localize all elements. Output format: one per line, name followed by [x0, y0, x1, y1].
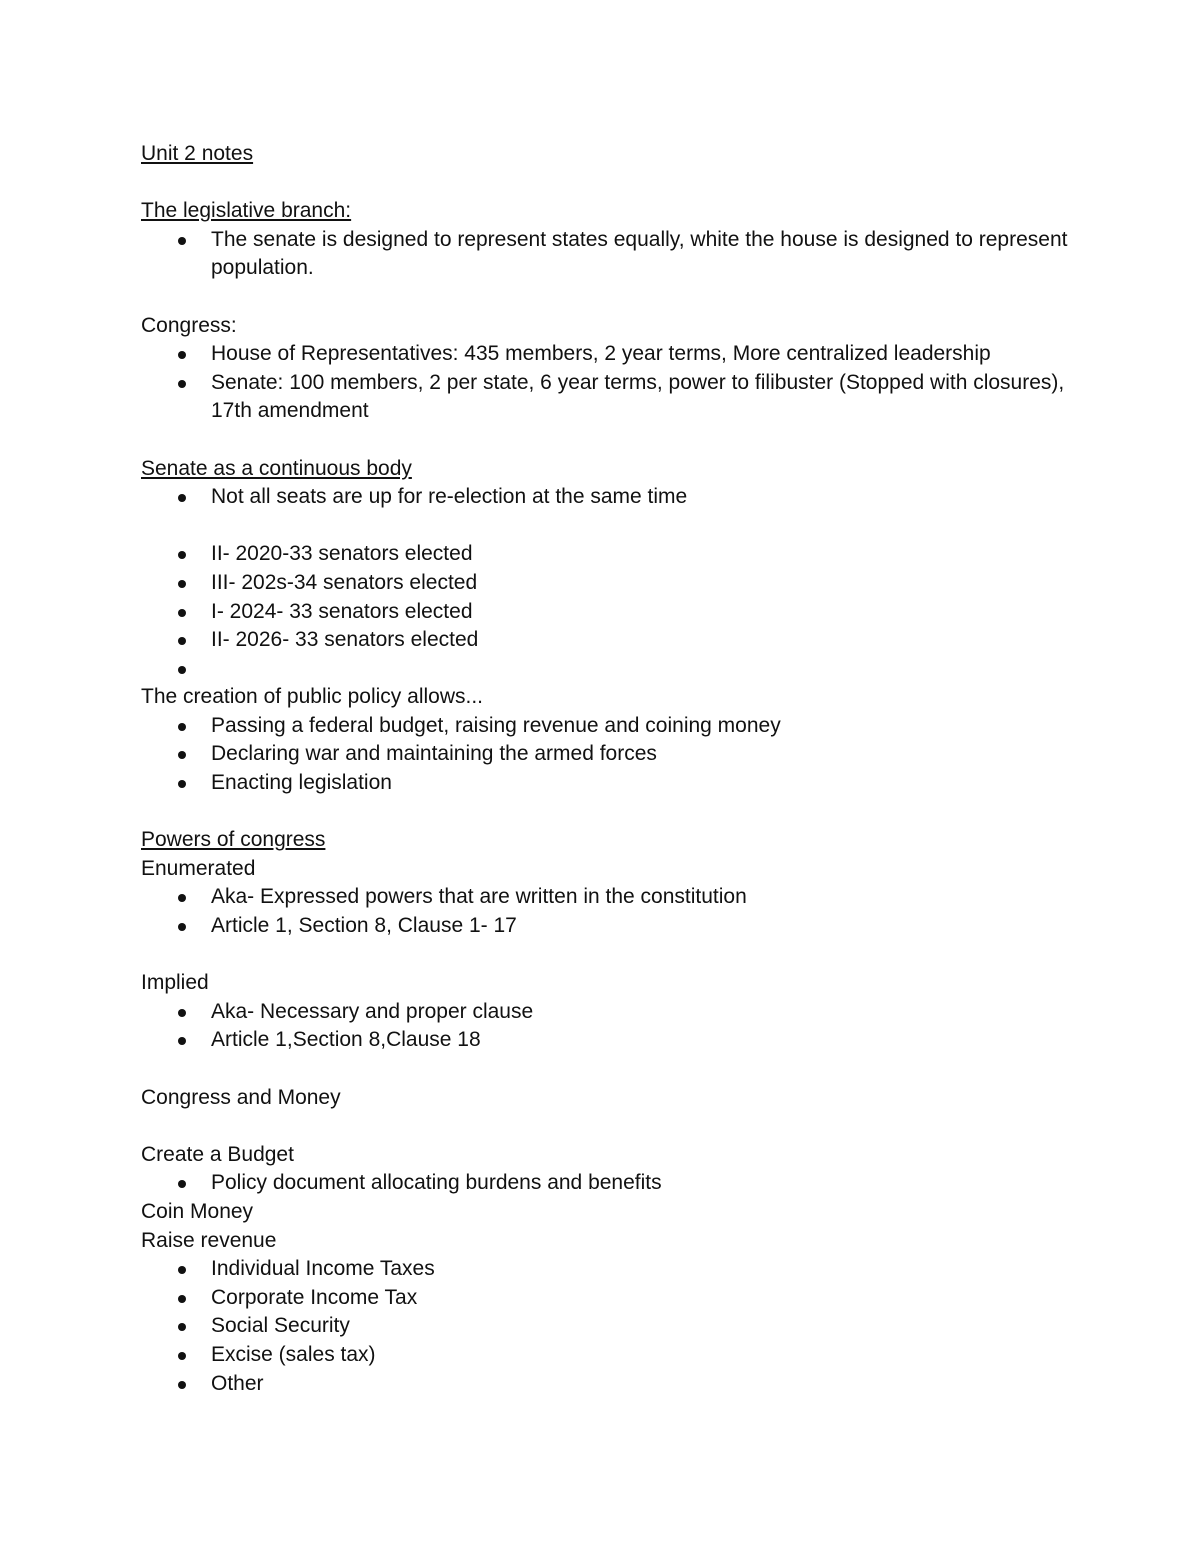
spacer: [141, 512, 1041, 541]
list-item-text: Aka- Necessary and proper clause: [211, 999, 534, 1023]
list-item-text: Declaring war and maintaining the armed forces: [211, 742, 657, 766]
list-item: [141, 712, 1041, 741]
list-item-text: House of Representatives: 435 members, 2 year terms, More centralized leadership: [211, 342, 991, 366]
heading-powers-of-congress: Powers of congress: [141, 828, 326, 852]
bullet-icon: [178, 1266, 186, 1274]
bullet-icon: [178, 894, 186, 902]
list-item-text: Excise (sales tax): [211, 1342, 376, 1366]
bullet-icon: [178, 780, 186, 788]
spacer: [141, 798, 1041, 827]
list-item: [141, 369, 1071, 426]
bullet-icon: [178, 1009, 186, 1017]
bullet-icon: [178, 666, 186, 674]
list-item: [141, 1341, 1041, 1370]
list-item: [141, 1312, 1041, 1341]
list-item: [141, 340, 1041, 369]
list-item-text: Social Security: [211, 1314, 350, 1338]
list-item-text: Individual Income Taxes: [211, 1257, 435, 1281]
list-item: [141, 1255, 1041, 1284]
list-item-text: Passing a federal budget, raising revenue and coining money: [211, 713, 781, 737]
spacer: [141, 1112, 1041, 1141]
bullet-icon: [178, 1037, 186, 1045]
spacer: [141, 169, 1041, 198]
bullet-icon: [178, 1180, 186, 1188]
bullet-icon: [178, 723, 186, 731]
bullet-icon: [178, 1352, 186, 1360]
list-item: [141, 1026, 1041, 1055]
list-item: [141, 740, 1041, 769]
list-item: [141, 769, 1041, 798]
spacer: [141, 1055, 1041, 1084]
list-item: [141, 1370, 1041, 1399]
list-item-text: I- 2024- 33 senators elected: [211, 599, 473, 623]
list-item-text: Senate: 100 members, 2 per state, 6 year terms, power to filibuster (Stopped with closures), 17th amendment: [211, 370, 1065, 423]
list-item: [141, 569, 1041, 598]
heading-legislative-branch: The legislative branch:: [141, 199, 352, 223]
spacer: [141, 283, 1041, 312]
bullet-icon: [178, 923, 186, 931]
subheading-raise-revenue: Raise revenue: [141, 1228, 277, 1252]
bullet-icon: [178, 637, 186, 645]
heading-congress-and-money: Congress and Money: [141, 1085, 341, 1109]
bullet-icon: [178, 1381, 186, 1389]
list-item-text: Not all seats are up for re-election at the same time: [211, 485, 688, 509]
list-item-text: II- 2020-33 senators elected: [211, 542, 473, 566]
bullet-icon: [178, 609, 186, 617]
list-item-text: III- 202s-34 senators elected: [211, 570, 478, 594]
list-item: [141, 998, 1041, 1027]
list-item: [141, 626, 1041, 655]
list-item-text: Article 1,Section 8,Clause 18: [211, 1028, 481, 1052]
list-item: [141, 483, 1041, 512]
bullet-icon: [178, 580, 186, 588]
document-body: [141, 140, 1068, 1398]
list-item: [141, 540, 1041, 569]
list-item-text: II- 2026- 33 senators elected: [211, 628, 479, 652]
list-item-text: The senate is designed to represent states equally, white the house is designed to represent population.: [211, 227, 1068, 280]
list-item-text: Article 1, Section 8, Clause 1- 17: [211, 914, 517, 938]
list-item-text: Corporate Income Tax: [211, 1285, 418, 1309]
list-item-text: Other: [211, 1371, 264, 1395]
heading-senate-continuous-body: Senate as a continuous body: [141, 456, 412, 480]
bullet-icon: [178, 237, 186, 245]
bullet-icon: [178, 1295, 186, 1303]
subheading-coin-money: Coin Money: [141, 1199, 254, 1223]
doc-title: Unit 2 notes: [141, 142, 254, 165]
bullet-icon: [178, 1323, 186, 1331]
bullet-icon: [178, 494, 186, 502]
list-item: [141, 1284, 1041, 1313]
list-item: [141, 883, 1041, 912]
list-item: [141, 226, 1081, 283]
list-item: [141, 1169, 1041, 1198]
list-item: [141, 598, 1041, 627]
subheading-implied: Implied: [141, 971, 209, 995]
bullet-icon: [178, 751, 186, 759]
spacer: [141, 426, 1041, 455]
list-item: [141, 912, 1041, 941]
list-item-text: Aka- Expressed powers that are written in the constitution: [211, 885, 747, 909]
bullet-icon: [178, 351, 186, 359]
bullet-icon: [178, 380, 186, 388]
list-item-text: Policy document allocating burdens and benefits: [211, 1171, 662, 1195]
list-item-text: Enacting legislation: [211, 771, 392, 795]
heading-congress: Congress:: [141, 313, 237, 337]
subheading-enumerated: Enumerated: [141, 856, 256, 880]
spacer: [141, 941, 1041, 970]
bullet-icon: [178, 551, 186, 559]
subheading-create-budget: Create a Budget: [141, 1142, 294, 1166]
heading-public-policy: The creation of public policy allows...: [141, 685, 483, 709]
list-item-empty: [141, 655, 1041, 684]
